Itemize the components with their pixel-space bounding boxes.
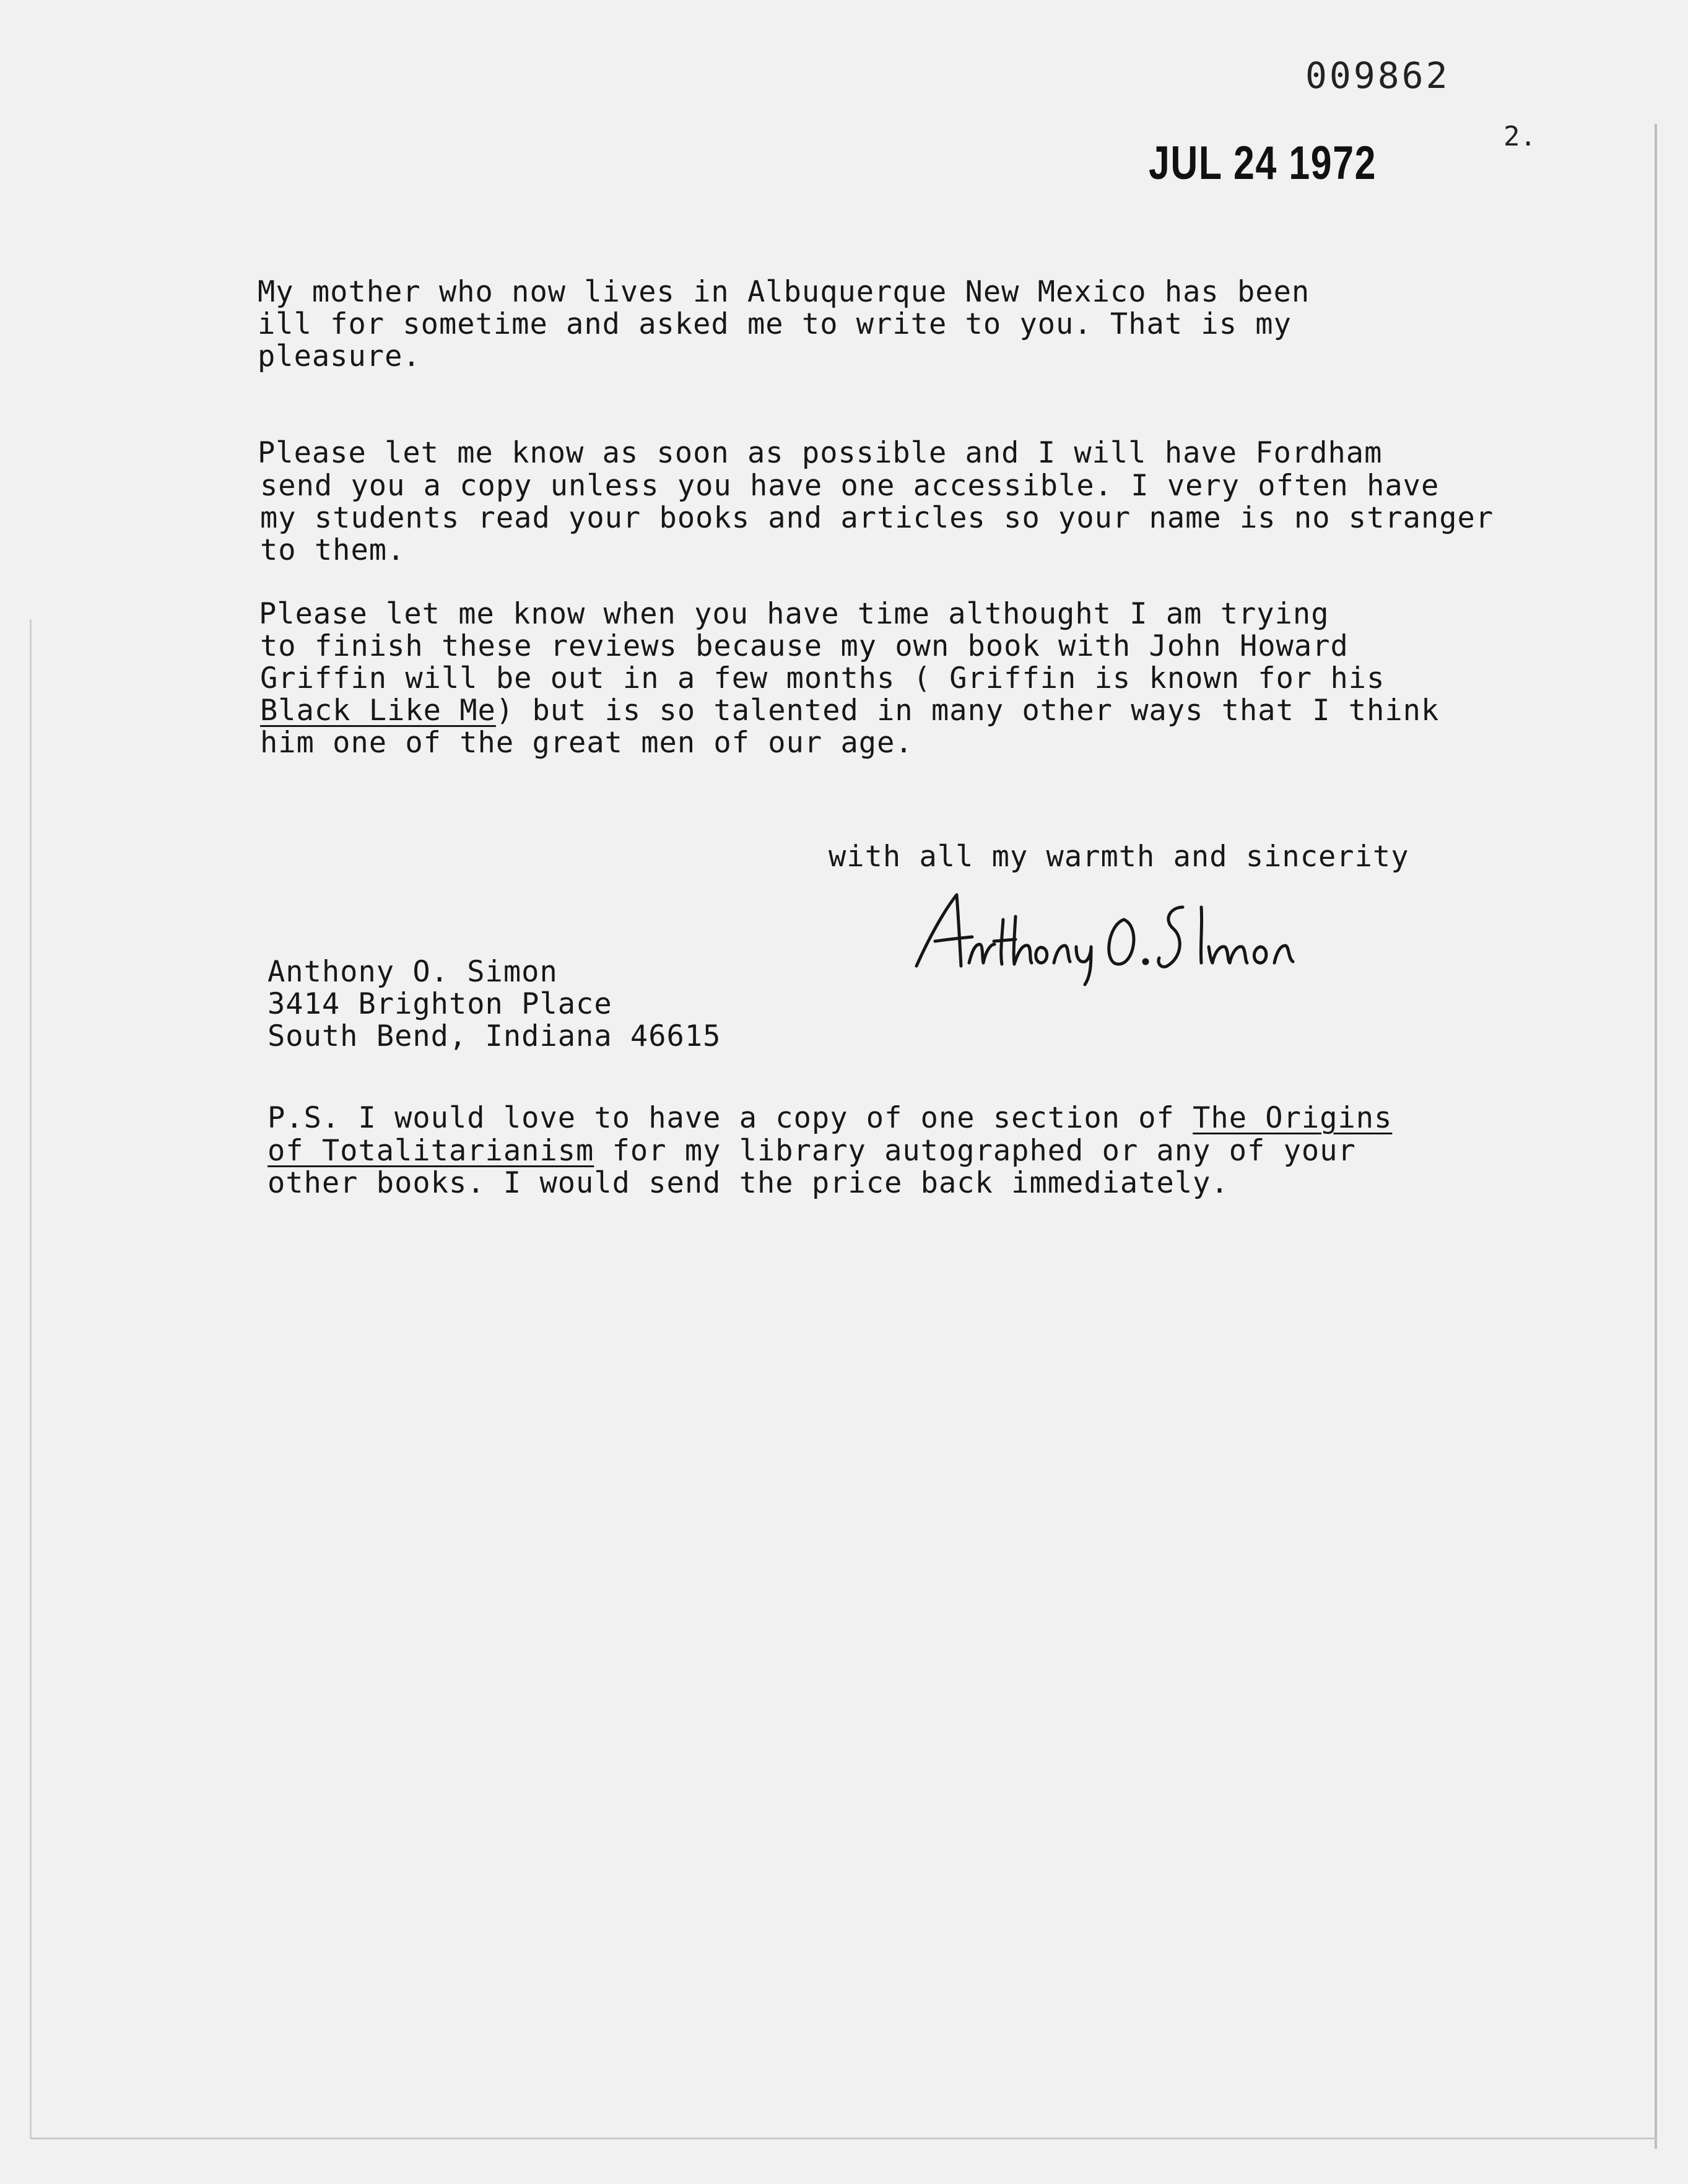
paragraph3-line-rest: ) but is so talented in many other ways that I think bbox=[495, 694, 1440, 728]
paper-edge-bottom bbox=[31, 2138, 1657, 2139]
sender-name: Anthony O. Simon bbox=[268, 955, 558, 989]
paragraph3-line: to finish these reviews because my own book with John Howard bbox=[260, 629, 1349, 663]
paragraph2-line: send you a copy unless you have one accessible. I very often have bbox=[260, 469, 1440, 503]
paragraph3-line: Griffin will be out in a few months ( Griffin is known for his bbox=[260, 661, 1385, 695]
paper-edge-right bbox=[1655, 124, 1657, 2149]
postscript-line bbox=[268, 1102, 1392, 1134]
paragraph3-line bbox=[260, 695, 1439, 727]
paragraph2-line: to them. bbox=[260, 533, 406, 567]
sender-street: 3414 Brighton Place bbox=[268, 987, 612, 1021]
book-title-totalitarianism: of Totalitarianism bbox=[268, 1134, 594, 1168]
handwritten-signature bbox=[910, 882, 1307, 988]
page-number: 2. bbox=[1503, 121, 1536, 152]
document-number: 009862 bbox=[1305, 54, 1450, 97]
postscript-text: for my library autographed or any of your bbox=[594, 1134, 1356, 1168]
paragraph1-line: pleasure. bbox=[258, 339, 421, 373]
paper-edge-left bbox=[30, 619, 32, 2139]
paragraph2-line: my students read your books and articles so your name is no stranger bbox=[260, 501, 1494, 535]
date-stamp: JUL 24 1972 bbox=[1149, 137, 1377, 189]
book-title-black-like-me: Black Like Me bbox=[260, 694, 496, 728]
postscript-line: other books. I would send the price back immediately. bbox=[268, 1166, 1229, 1200]
postscript-text: P.S. I would love to have a copy of one section of bbox=[268, 1101, 1193, 1135]
paragraph1-line: ill for sometime and asked me to write to you. That is my bbox=[258, 307, 1292, 341]
sender-city: South Bend, Indiana 46615 bbox=[268, 1019, 721, 1053]
paragraph2-line: Please let me know as soon as possible and I will have Fordham bbox=[258, 436, 1383, 470]
paragraph3-line: Please let me know when you have time althought I am trying bbox=[259, 597, 1329, 631]
postscript-line bbox=[268, 1135, 1356, 1167]
book-title-origins: The Origins bbox=[1193, 1101, 1393, 1135]
paragraph3-line: him one of the great men of our age. bbox=[260, 726, 913, 760]
paragraph1-line: My mother who now lives in Albuquerque New Mexico has been bbox=[258, 275, 1310, 309]
closing-line: with all my warmth and sincerity bbox=[829, 840, 1409, 874]
